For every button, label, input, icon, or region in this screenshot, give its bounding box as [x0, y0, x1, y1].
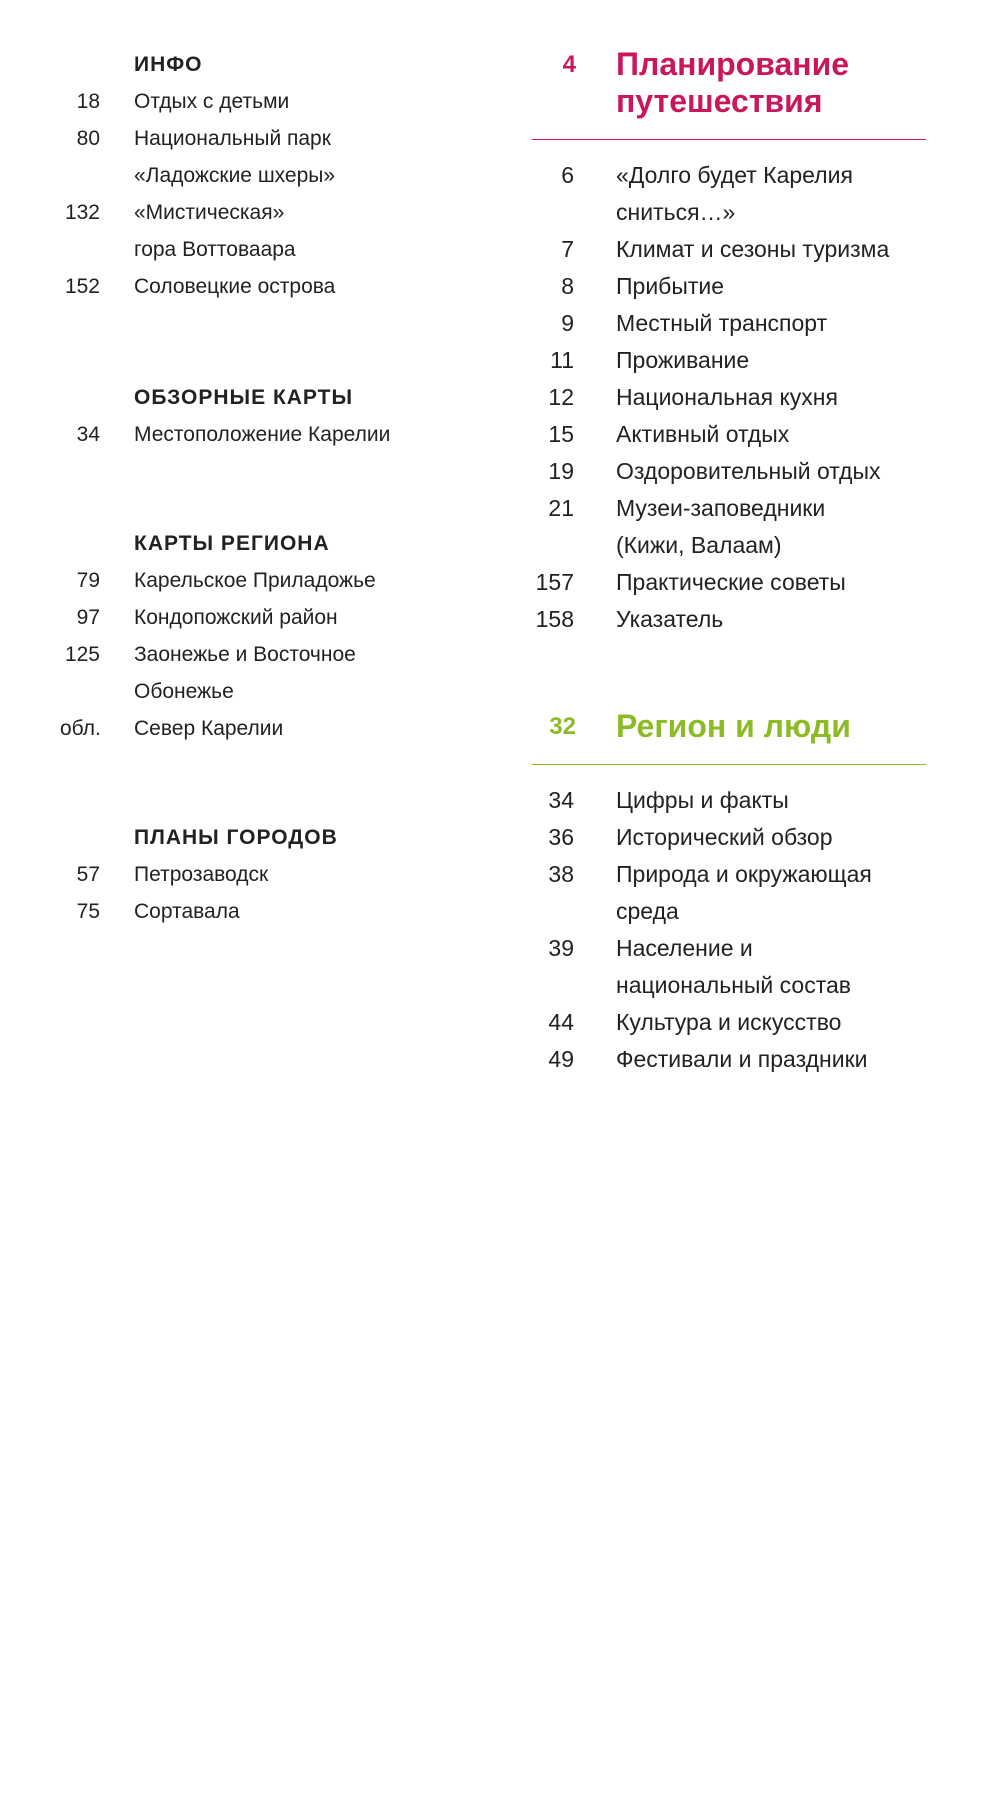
entry-title: Исторический обзор — [616, 824, 833, 850]
entry-title: Заонежье и Восточное — [134, 643, 356, 666]
entry-title-line2: гора Воттоваара — [134, 238, 296, 261]
section-heading: ПЛАНЫ ГОРОДОВ — [134, 826, 338, 849]
page-number: 79 — [76, 569, 100, 592]
page-number: 34 — [548, 787, 574, 813]
entry-title: Отдых с детьми — [134, 90, 290, 113]
entry-title: Указатель — [616, 606, 724, 632]
page-number: 39 — [548, 935, 574, 961]
entry-title-line2: сниться…» — [616, 199, 736, 225]
entry-title: Местоположение Карелии — [134, 423, 391, 446]
entry-title: Активный отдых — [616, 421, 790, 447]
entry-title: Север Карелии — [134, 717, 284, 740]
page-number: обл. — [60, 717, 101, 740]
entry-title: Цифры и факты — [616, 787, 789, 813]
page-number: 157 — [535, 569, 574, 595]
entry-title: Петрозаводск — [134, 863, 269, 886]
page-number: 158 — [535, 606, 574, 632]
entry-title: Фестивали и праздники — [616, 1046, 868, 1072]
section-heading: КАРТЫ РЕГИОНА — [134, 532, 330, 555]
section-page-number: 32 — [549, 713, 576, 740]
page-number: 57 — [76, 863, 100, 886]
section-page-number: 4 — [562, 51, 576, 78]
page-number: 15 — [548, 421, 574, 447]
page-number: 38 — [548, 861, 574, 887]
entry-title: Соловецкие острова — [134, 275, 336, 298]
section-heading: ОБЗОРНЫЕ КАРТЫ — [134, 386, 354, 409]
entry-title: Население и — [616, 935, 753, 961]
page-number: 36 — [548, 824, 574, 850]
page-number: 125 — [64, 643, 100, 666]
page-number: 44 — [548, 1009, 574, 1035]
page-number: 7 — [561, 236, 574, 262]
entry-title: Карельское Приладожье — [134, 569, 376, 592]
entry-title-line2: «Ладожские шхеры» — [134, 164, 336, 187]
entry-title: Местный транспорт — [616, 310, 828, 336]
entry-title: Музеи-заповедники — [616, 495, 826, 521]
section-title-line2: путешествия — [616, 83, 823, 119]
entry-title: Климат и сезоны туризма — [616, 236, 890, 262]
entry-title: Кондопожский район — [134, 606, 338, 629]
entry-title-line2: (Кижи, Валаам) — [616, 532, 782, 558]
entry-title: Национальный парк — [134, 127, 331, 150]
entry-title: Сортавала — [134, 900, 240, 923]
entry-title: Прибытие — [616, 273, 725, 299]
page-number: 6 — [561, 162, 574, 188]
section-heading: ИНФО — [134, 53, 203, 76]
page-number: 9 — [561, 310, 574, 336]
entry-title: «Мистическая» — [134, 201, 285, 224]
entry-title: Оздоровительный отдых — [616, 458, 881, 484]
entry-title: Природа и окружающая — [616, 861, 872, 887]
page-number: 152 — [64, 275, 100, 298]
page-number: 97 — [76, 606, 100, 629]
section-divider — [532, 764, 926, 765]
section-title: Регион и люди — [616, 708, 851, 744]
page-number: 21 — [548, 495, 574, 521]
entry-title: Культура и искусство — [616, 1009, 842, 1035]
page-number: 12 — [548, 384, 574, 410]
page-number: 34 — [76, 423, 100, 446]
page-number: 49 — [548, 1046, 574, 1072]
entry-title: Проживание — [616, 347, 750, 373]
page-number: 80 — [76, 127, 100, 150]
entry-title-line2: Обонежье — [134, 680, 234, 703]
entry-title: Практические советы — [616, 569, 846, 595]
page-number: 8 — [561, 273, 574, 299]
entry-title: Национальная кухня — [616, 384, 838, 410]
page-number: 11 — [550, 347, 574, 373]
page-number: 75 — [76, 900, 100, 923]
entry-title-line2: национальный состав — [616, 972, 852, 998]
entry-title: «Долго будет Карелия — [616, 162, 853, 188]
page-number: 19 — [548, 458, 574, 484]
section-divider — [532, 139, 926, 140]
entry-title-line2: среда — [616, 898, 679, 924]
page-number: 132 — [64, 201, 100, 224]
page-number: 18 — [76, 90, 100, 113]
section-title: Планирование — [616, 46, 850, 82]
